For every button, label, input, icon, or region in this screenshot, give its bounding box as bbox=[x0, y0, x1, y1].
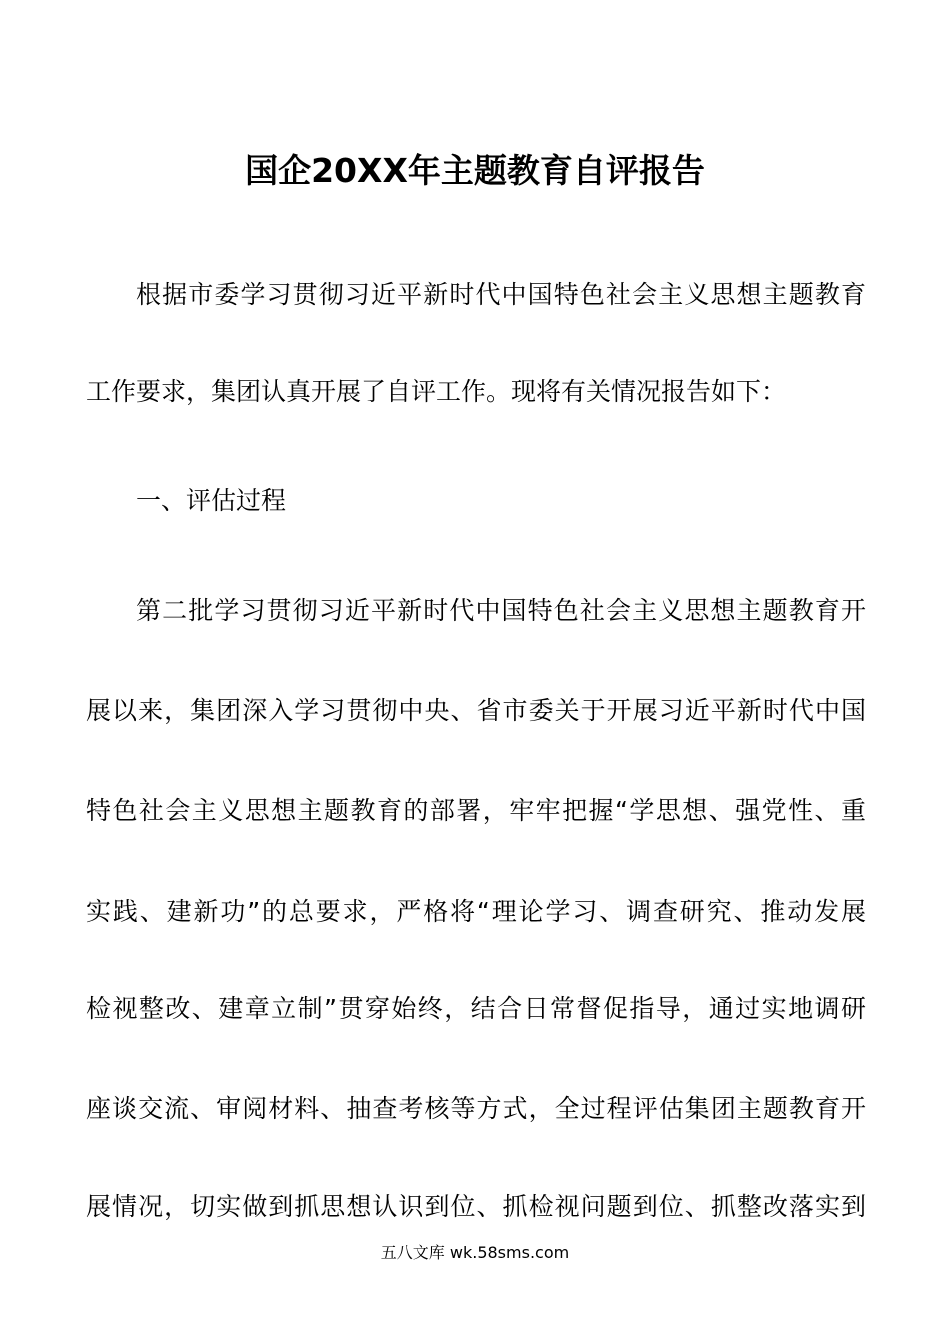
paragraph-line: 特色社会主义思想主题教育的部署，牢牢把握“学思想、强党性、重 bbox=[86, 796, 866, 825]
paragraph-line: 实践、建新功”的总要求，严格将“理论学习、调查研究、推动发展 bbox=[86, 897, 866, 926]
paragraph-line: 根据市委学习贯彻习近平新时代中国特色社会主义思想主题教育 bbox=[136, 280, 866, 309]
paragraph-line: 工作要求，集团认真开展了自评工作。现将有关情况报告如下： bbox=[86, 377, 787, 406]
paragraph-line: 第二批学习贯彻习近平新时代中国特色社会主义思想主题教育开 bbox=[136, 596, 866, 625]
footer-watermark[interactable]: 五八文库 wk.58sms.com bbox=[380, 1243, 570, 1262]
paragraph-line: 检视整改、建章立制”贯穿始终，结合日常督促指导，通过实地调研 bbox=[86, 994, 866, 1023]
paragraph-line: 展情况，切实做到抓思想认识到位、抓检视问题到位、抓整改落实到 bbox=[86, 1192, 866, 1221]
document-title: 国企20XX年主题教育自评报告 bbox=[245, 151, 705, 190]
section-heading: 一、评估过程 bbox=[136, 486, 287, 515]
paragraph-line: 展以来，集团深入学习贯彻中央、省市委关于开展习近平新时代中国 bbox=[86, 696, 866, 725]
paragraph-line: 座谈交流、审阅材料、抽查考核等方式，全过程评估集团主题教育开 bbox=[86, 1094, 866, 1123]
